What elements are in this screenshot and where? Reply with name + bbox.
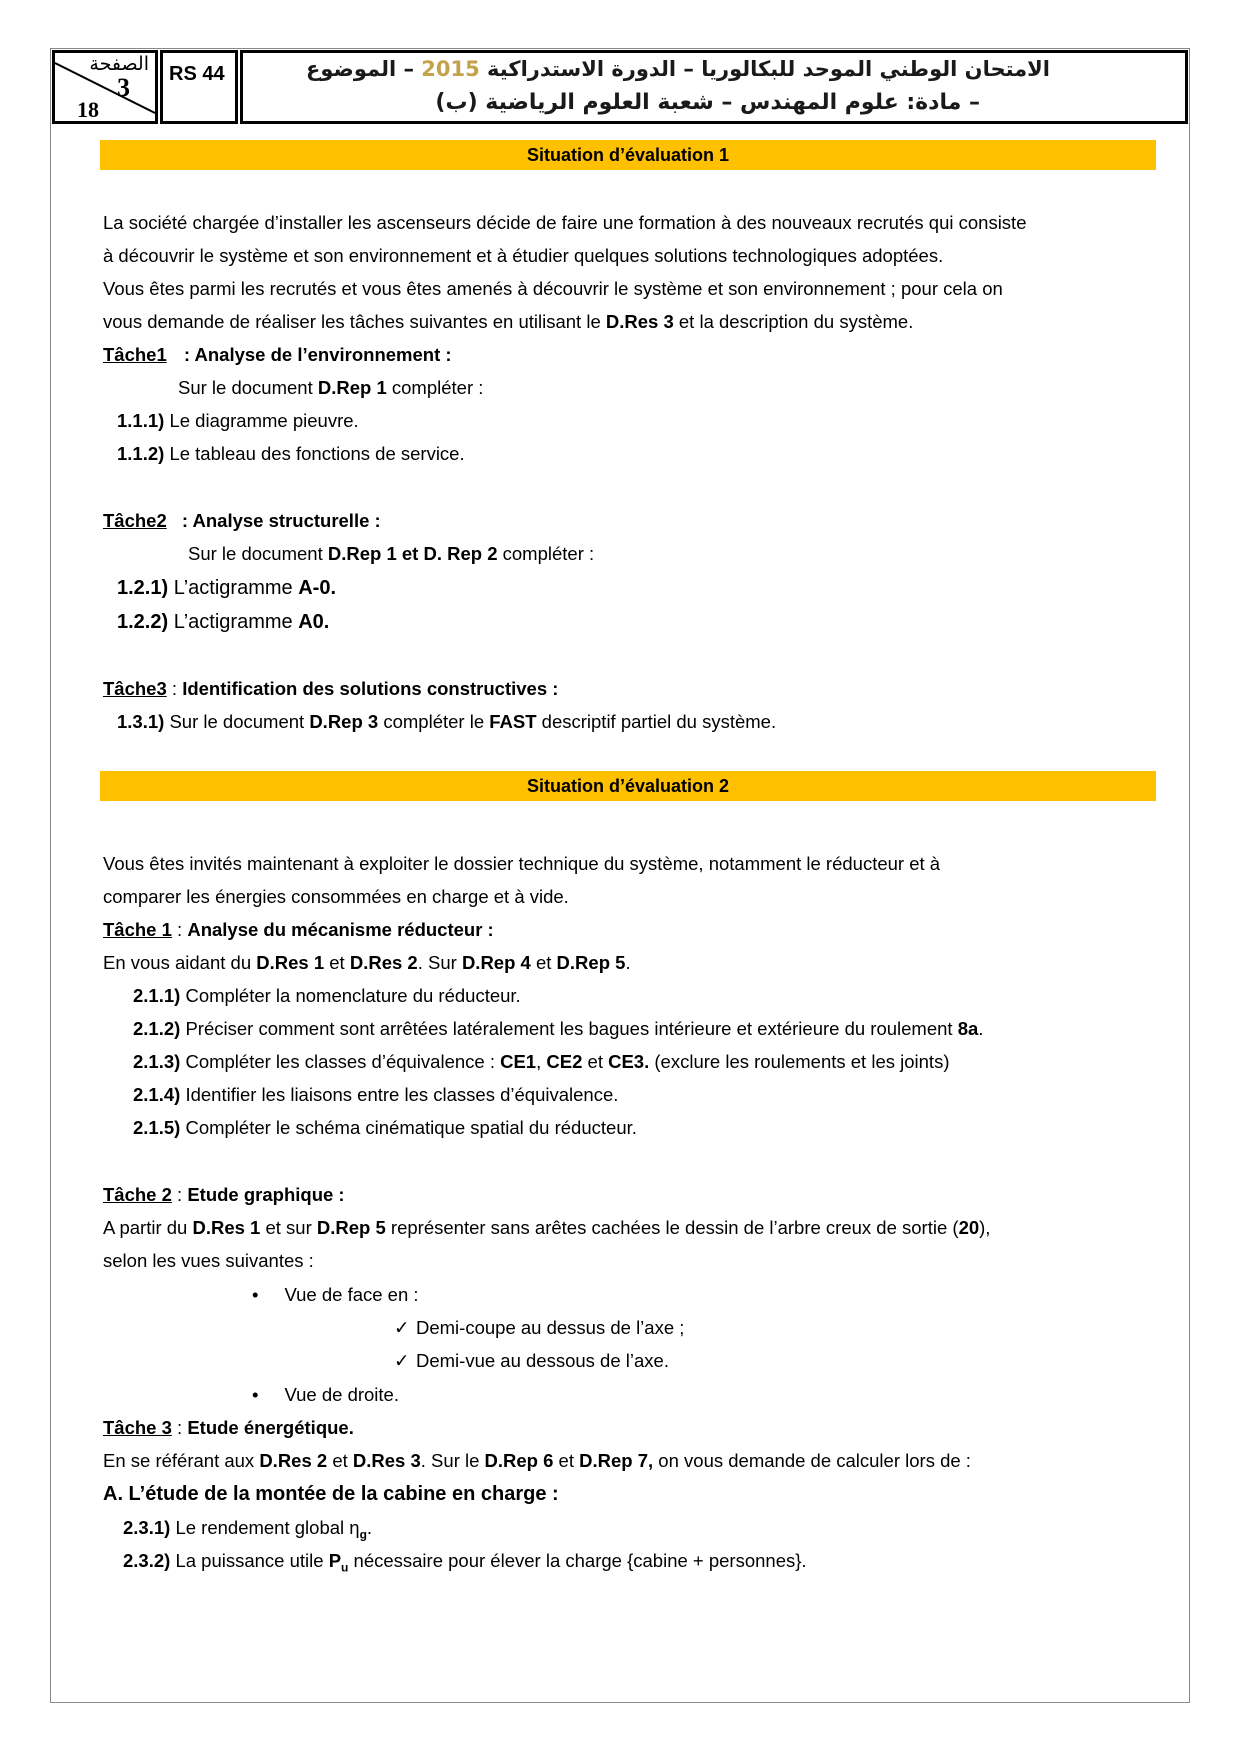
- checkmark-icon: ✓: [394, 1350, 410, 1371]
- s1-task3-heading: Tâche3 : Identification des solutions constructives :: [103, 678, 559, 699]
- exam-header: [52, 50, 1188, 126]
- q-1-3-1: 1.3.1) Sur le document D.Rep 3 compléter le FAST descriptif partiel du système.: [117, 711, 777, 732]
- page-number-box: [52, 50, 158, 124]
- s1-intro-1: La société chargée d’installer les ascenseurs décide de faire une formation à des nouveaux recrutés qui consiste: [103, 212, 1027, 233]
- exam-year: 2015: [421, 57, 480, 81]
- bullet-icon: •: [252, 1284, 259, 1305]
- q-2-1-4: 2.1.4) Identifier les liaisons entre les classes d’équivalence.: [133, 1084, 619, 1105]
- q-2-3-1: 2.3.1) Le rendement global $\eta_g$.: [123, 1517, 373, 1542]
- q-1-1-1: 1.1.1) Le diagramme pieuvre.: [117, 410, 359, 431]
- s2-intro-1: Vous êtes invités maintenant à exploiter le dossier technique du système, notamment le réducteur et à: [103, 853, 941, 874]
- exam-title-line1: [306, 57, 1050, 81]
- exam-subject-label: – الموضوع: [306, 57, 414, 81]
- bullet-item: • Vue de droite.: [252, 1384, 399, 1405]
- s1-task1-heading: Tâche1 : Analyse de l’environnement :: [103, 344, 452, 365]
- exam-code: RS 44: [169, 63, 225, 85]
- bullet-item: • Vue de face en :: [252, 1284, 419, 1305]
- s2-task2-line1: A partir du D.Res 1 et sur D.Rep 5 représenter sans arêtes cachées le dessin de l’arbre creux de sortie (20),: [103, 1217, 991, 1238]
- q-1-2-2: 1.2.2) L’actigramme A0.: [117, 611, 330, 633]
- s2-task2-heading: Tâche 2 : Etude graphique :: [103, 1184, 345, 1205]
- bullet-icon: •: [252, 1384, 259, 1405]
- exam-code-box: [160, 50, 238, 124]
- s2-task3-heading: Tâche 3 : Etude énergétique.: [103, 1417, 354, 1438]
- q-2-1-1: 2.1.1) Compléter la nomenclature du réducteur.: [133, 985, 521, 1006]
- s1-task2-doc: Sur le document D.Rep 1 et D. Rep 2 compléter :: [188, 543, 595, 564]
- checkmark-icon: ✓: [394, 1317, 410, 1338]
- check-item: ✓ Demi-coupe au dessus de l’axe ;: [394, 1317, 685, 1338]
- s2-intro-2: comparer les énergies consommées en charge et à vide.: [103, 886, 569, 907]
- s1-intro-3: Vous êtes parmi les recrutés et vous êtes amenés à découvrir le système et son environnement ; pour cela on: [103, 278, 1003, 299]
- page-total: 18: [77, 97, 99, 122]
- exam-title-box: [240, 50, 1188, 124]
- s1-task1-doc: Sur le document D.Rep 1 compléter :: [178, 377, 484, 398]
- page-label: الصفحة: [89, 53, 149, 75]
- q-2-1-2: 2.1.2) Préciser comment sont arrêtées latéralement les bagues intérieure et extérieure du roulement 8a.: [133, 1018, 984, 1039]
- q-2-1-3: 2.1.3) Compléter les classes d’équivalence : CE1, CE2 et CE3. (exclure les roulements et les joints): [133, 1051, 950, 1072]
- exam-title-line2: – مادة: علوم المهندس – شعبة العلوم الرياضية (ب): [435, 90, 980, 115]
- part-a-heading: A. L’étude de la montée de la cabine en charge :: [103, 1483, 559, 1505]
- q-2-3-2: 2.3.2) La puissance utile $P_u$ nécessaire pour élever la charge {cabine + personnes}.: [123, 1550, 807, 1575]
- s2-task3-line1: En se référant aux D.Res 2 et D.Res 3. Sur le D.Rep 6 et D.Rep 7, on vous demande de calculer lors de :: [103, 1450, 971, 1471]
- s2-task1-doc: En vous aidant du D.Res 1 et D.Res 2. Sur D.Rep 4 et D.Rep 5.: [103, 952, 631, 973]
- s1-intro-4: vous demande de réaliser les tâches suivantes en utilisant le D.Res 3 et la description du système.: [103, 311, 914, 332]
- s2-task2-line2: selon les vues suivantes :: [103, 1250, 314, 1271]
- s1-intro-2: à découvrir le système et son environnement et à étudier quelques solutions technologiques adoptées.: [103, 245, 944, 266]
- section-banner-2: Situation d’évaluation 2: [100, 771, 1156, 801]
- section-banner-1: Situation d’évaluation 1: [100, 140, 1156, 170]
- q-1-1-2: 1.1.2) Le tableau des fonctions de service.: [117, 443, 465, 464]
- q-2-1-5: 2.1.5) Compléter le schéma cinématique spatial du réducteur.: [133, 1117, 637, 1138]
- q-1-2-1: 1.2.1) L’actigramme A-0.: [117, 577, 337, 599]
- exam-session: الامتحان الوطني الموحد للبكالوريا – الدورة الاستدراكية: [487, 57, 1050, 81]
- page-number: 3: [117, 73, 130, 102]
- check-item: ✓ Demi-vue au dessous de l’axe.: [394, 1350, 669, 1371]
- s2-task1-heading: Tâche 1 : Analyse du mécanisme réducteur :: [103, 919, 494, 940]
- s1-task2-heading: Tâche2 : Analyse structurelle :: [103, 510, 381, 531]
